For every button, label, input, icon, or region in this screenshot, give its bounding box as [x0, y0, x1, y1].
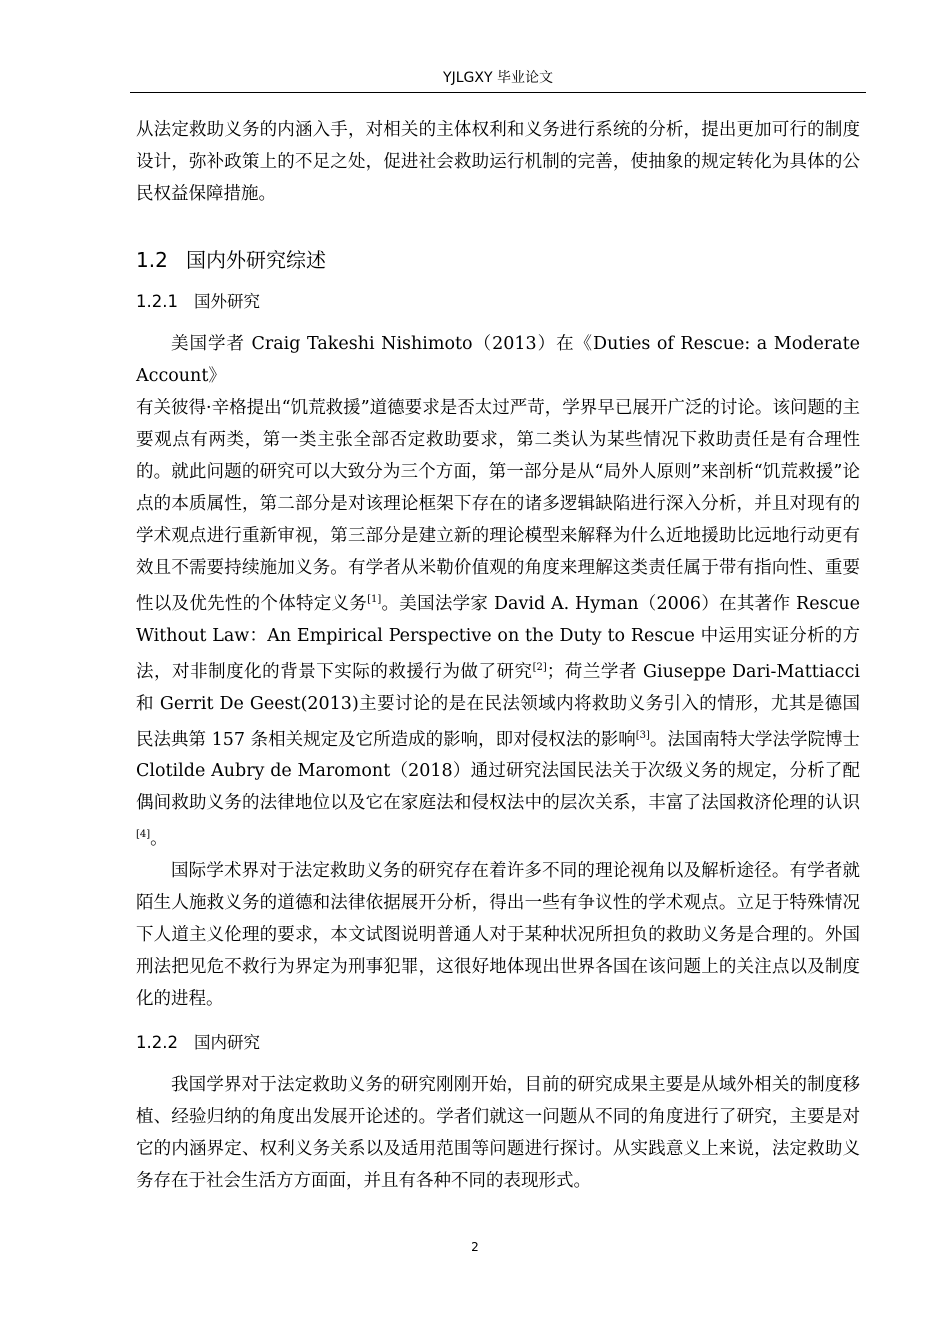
citation-2: [2] [532, 661, 547, 673]
foreign-text-5: 。 [150, 829, 168, 850]
section-number: 1.2 [136, 248, 168, 272]
foreign-study-paragraph [136, 392, 860, 855]
foreign-text-1: 有关彼得·辛格提出“饥荒救援”道德要求是否太过严苛，学界早已展开广泛的讨论。该问题的主要观点有两类，第一类主张全部否定救助要求，第二类认为某些情况下救助责任是有合理性的。就此问题的研究可以大致分为三个方面，第一部分是从“局外人原则”来剖析“饥荒救援”论点的本质属性，第二部分是对该理论框架下存在的诸多逻辑缺陷进行深入分析，并且对现有的学术观点进行重新审视，第三部分是建立新的理论模型来解释为什么近地援助比远地行动更有效且不需要持续施加义务。有学者从米勒价值观的角度来理解这类责任属于带有指向性、重要性以及优先性的个体特定义务 [136, 398, 860, 614]
header-title: YJLGXY 毕业论文 [443, 70, 553, 86]
page-body [136, 114, 860, 1197]
subsection-title: 国内研究 [194, 1033, 260, 1053]
section-title: 国内外研究综述 [186, 248, 326, 272]
citation-4: [4] [136, 829, 151, 841]
section-heading-1-2-1 [136, 290, 860, 314]
section-heading-1-2-2 [136, 1031, 860, 1055]
header-rule [130, 92, 866, 93]
foreign-study-lead: 美国学者 Craig Takeshi Nishimoto（2013）在《Duties of Rescue: a Moderate Account》 [136, 334, 860, 386]
foreign-text-2: 。美国法学家 David A. Hyman（2006）在其著作 Rescue Without Law：An Empirical Perspective on the Duty to Rescue 中运用实证分析的方法，对非制度化的背景下实际的救援行为做了研究 [136, 593, 860, 682]
foreign-text-4: 。法国南特大学法学院博士 Clotilde Aubry de Maromont（2018）通过研究法国民法关于次级义务的规定，分析了配偶间救助义务的法律地位以及它在家庭法和侵权法中的层次关系，丰富了法国救济伦理的认识 [136, 729, 860, 814]
foreign-study-paragraph-2: 国际学术界对于法定救助义务的研究存在着许多不同的理论视角以及解析途径。有学者就陌生人施救义务的道德和法律依据展开分析，得出一些有争议性的学术观点。立足于特殊情况下人道主义伦理的要求，本文试图说明普通人对于某种状况所担负的救助义务是合理的。外国刑法把见危不救行为界定为刑事犯罪，这很好地体现出世界各国在该问题上的关注点以及制度化的进程。 [136, 861, 860, 1010]
subsection-number: 1.2.2 [136, 1033, 178, 1053]
intro-paragraph: 从法定救助义务的内涵入手，对相关的主体权利和义务进行系统的分析，提出更加可行的制度设计，弥补政策上的不足之处，促进社会救助运行机制的完善，使抽象的规定转化为具体的公民权益保障措施。 [136, 120, 860, 204]
page-footer [0, 1240, 950, 1254]
subsection-title: 国外研究 [194, 292, 260, 311]
section-heading-1-2 [136, 246, 860, 274]
citation-3: [3] [635, 729, 650, 741]
page-number: 2 [471, 1240, 479, 1254]
citation-1: [1] [367, 594, 382, 605]
page-header [130, 68, 866, 88]
subsection-number: 1.2.1 [136, 292, 178, 311]
domestic-study-paragraph: 我国学界对于法定救助义务的研究刚刚开始，目前的研究成果主要是从域外相关的制度移植、经验归纳的角度出发展开论述的。学者们就这一问题从不同的角度进行了研究，主要是对它的内涵界定、权利义务关系以及适用范围等问题进行探讨。从实践意义上来说，法定救助义务存在于社会生活方方面面，并且有各种不同的表现形式。 [136, 1075, 860, 1192]
foreign-text-3: ；荷兰学者 Giuseppe Dari-Mattiacci 和 Gerrit De Geest(2013)主要讨论的是在民法领域内将救助义务引入的情形，尤其是德国民法典第 157 条相关规定及它所造成的影响，即对侵权法的影响 [136, 661, 861, 750]
